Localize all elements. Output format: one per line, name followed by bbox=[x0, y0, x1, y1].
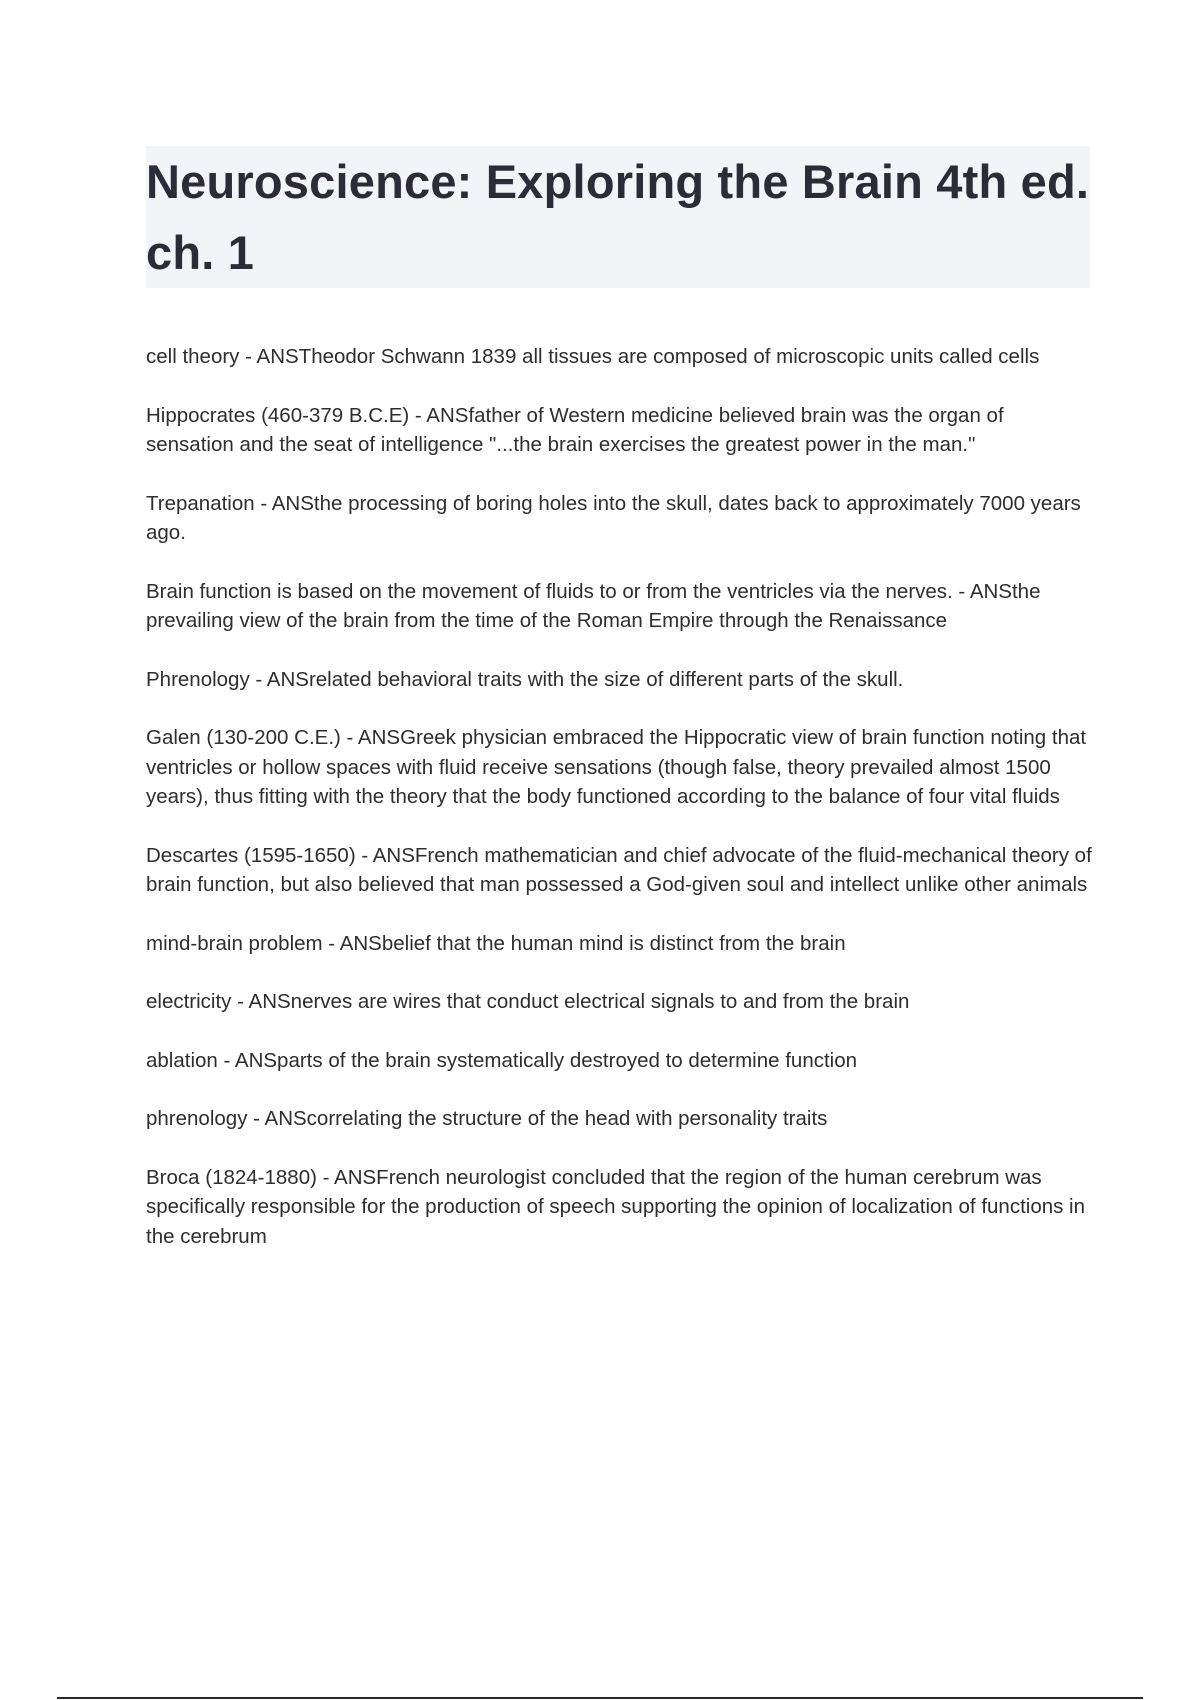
entry-mind-brain-problem: mind-brain problem - ANSbelief that the human mind is distinct from the brain bbox=[146, 931, 846, 955]
title-banner bbox=[146, 146, 1090, 288]
entry-hippocrates: Hippocrates (460-379 B.C.E) - ANSfather of Western medicine believed brain was the organ of sensation and the seat of intelligence "...the brain exercises the greatest power in the man." bbox=[146, 403, 1004, 456]
entry-descartes: Descartes (1595-1650) - ANSFrench mathematician and chief advocate of the fluid-mechanical theory of brain function, but also believed that man possessed a God-given soul and intellect unlike other animals bbox=[146, 843, 1092, 896]
footer-divider bbox=[57, 1697, 1143, 1699]
entry-phrenology-head: phrenology - ANScorrelating the structure of the head with personality traits bbox=[146, 1107, 828, 1130]
entry-list bbox=[146, 342, 1096, 1280]
entry-broca: Broca (1824-1880) - ANSFrench neurologist concluded that the region of the human cerebrum was specifically responsible for the production of speech supporting the opinion of localization of functions in the cerebrum bbox=[146, 1165, 1086, 1248]
entry-trepanation: Trepanation - ANSthe processing of boring holes into the skull, dates back to approximately 7000 years ago. bbox=[146, 491, 1081, 544]
entry-brain-function-fluids: Brain function is based on the movement of fluids to or from the ventricles via the nerves. - ANSthe prevailing view of the brain from the time of the Roman Empire through the Renaissance bbox=[146, 579, 1041, 632]
entry-phrenology-traits: Phrenology - ANSrelated behavioral traits with the size of different parts of the skull. bbox=[146, 667, 904, 691]
page-title: Neuroscience: Exploring the Brain 4th ed. ch. 1 bbox=[146, 155, 1090, 279]
entry-galen: Galen (130-200 C.E.) - ANSGreek physician embraced the Hippocratic view of brain function noting that ventricles or hollow spaces with fluid receive sensations (though false, theory prevailed almost 1500 years), thus fitting with the theory that the body functioned according to the balance of four vital fluids bbox=[146, 726, 1087, 808]
entry-electricity: electricity - ANSnerves are wires that conduct electrical signals to and from the brain bbox=[146, 990, 910, 1013]
entry-ablation: ablation - ANSparts of the brain systematically destroyed to determine function bbox=[146, 1048, 858, 1072]
entry-cell-theory: cell theory - ANSTheodor Schwann 1839 all tissues are composed of microscopic units called cells bbox=[146, 345, 1040, 368]
